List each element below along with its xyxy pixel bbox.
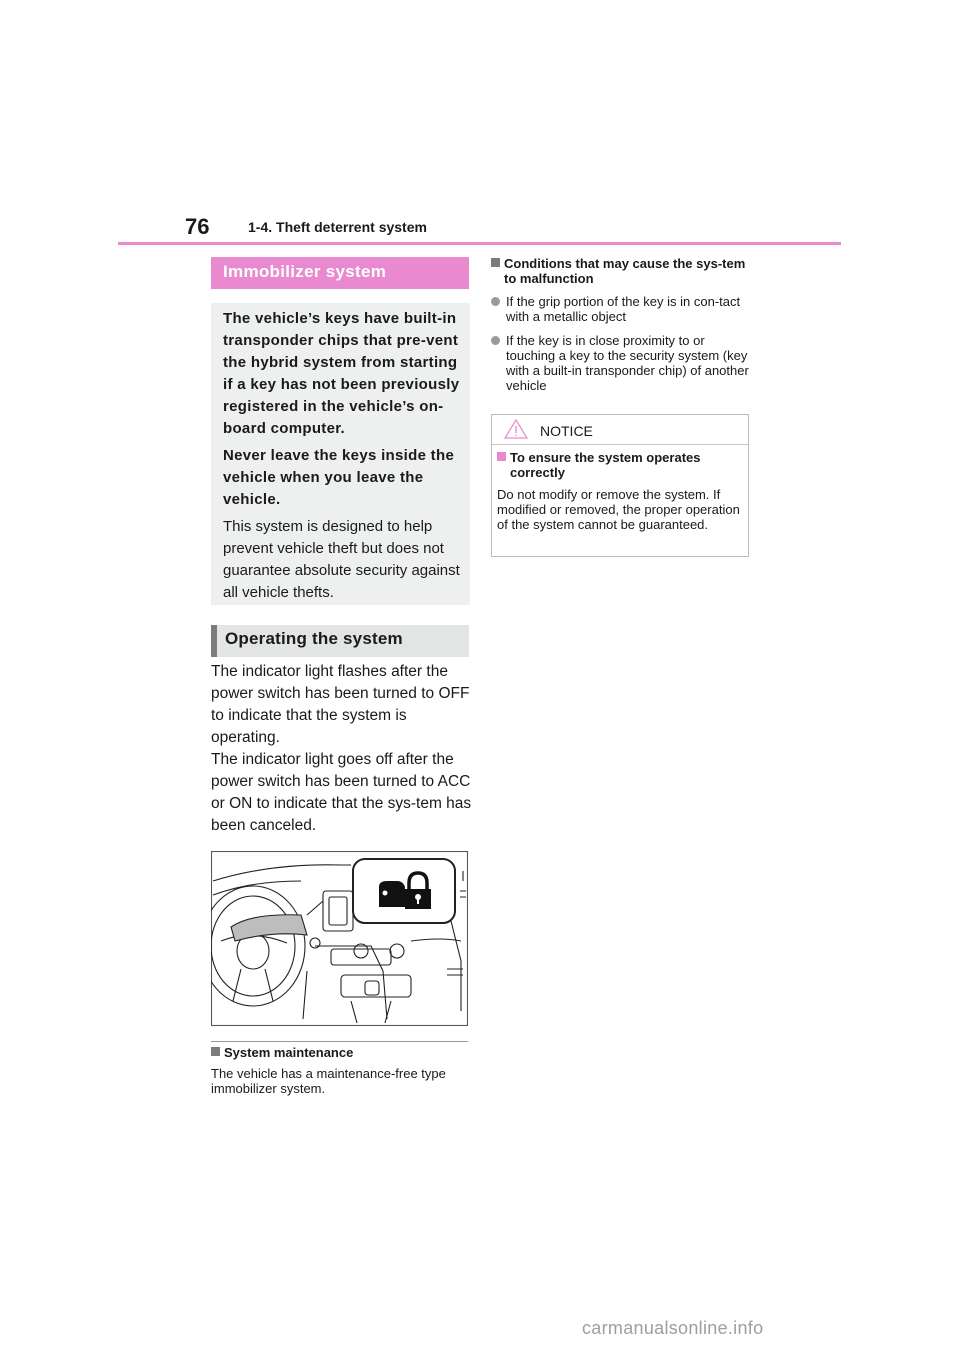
immobilizer-intro: The vehicle’s keys have built-in transponder chips that pre-vent the hybrid system from starting if a key has not been previously registered in the vehicle’s on-board computer. bbox=[223, 310, 460, 437]
condition-item-text: If the key is in close proximity to or touching a key to the security system (key with a built-in transponder chip) of another vehicle bbox=[506, 333, 749, 393]
maintenance-rule bbox=[211, 1041, 468, 1042]
notice-text: Do not modify or remove the system. If modified or removed, the proper operation of the system cannot be guaranteed. bbox=[497, 487, 740, 532]
bullet-dot-icon bbox=[491, 336, 500, 345]
dashboard-illustration bbox=[211, 851, 468, 1026]
page-number: 76 bbox=[185, 214, 210, 239]
operating-section-title: Operating the system bbox=[211, 625, 469, 657]
header-rule bbox=[118, 242, 841, 245]
immobilizer-warning: Never leave the keys inside the vehicle when you leave the vehicle. bbox=[223, 447, 455, 508]
notice-subtitle-text: To ensure the system operates correctly bbox=[510, 450, 701, 480]
condition-item bbox=[491, 333, 753, 393]
maintenance-title-text: System maintenance bbox=[224, 1045, 354, 1060]
bullet-dot-icon bbox=[491, 297, 500, 306]
square-bullet-icon bbox=[491, 258, 500, 267]
condition-item bbox=[491, 294, 753, 324]
conditions-title bbox=[491, 256, 753, 286]
immobilizer-note: This system is designed to help prevent vehicle theft but does not guarantee absolute security against all vehicle thefts. bbox=[223, 518, 460, 601]
notice-header bbox=[492, 415, 748, 445]
operating-body bbox=[211, 661, 473, 837]
operating-paragraph-2: The indicator light goes off after the power switch has been turned to ACC or ON to indicate that the sys-tem has been canceled. bbox=[211, 751, 472, 834]
warning-triangle-icon bbox=[503, 418, 529, 445]
immobilizer-section-title: Immobilizer system bbox=[211, 257, 469, 289]
square-bullet-icon bbox=[497, 452, 506, 461]
conditions-title-text: Conditions that may cause the sys-tem to malfunction bbox=[504, 256, 746, 286]
maintenance-text: The vehicle has a maintenance-free type immobilizer system. bbox=[211, 1066, 446, 1096]
square-bullet-icon bbox=[211, 1047, 220, 1056]
maintenance-title bbox=[211, 1045, 353, 1060]
notice-label: NOTICE bbox=[540, 423, 593, 439]
operating-paragraph-1: The indicator light flashes after the power switch has been turned to OFF to indicate that the system is operating. bbox=[211, 663, 470, 746]
watermark: carmanualsonline.info bbox=[582, 1318, 764, 1338]
condition-item-text: If the grip portion of the key is in con-tact with a metallic object bbox=[506, 294, 741, 324]
notice-subtitle bbox=[497, 450, 745, 480]
immobilizer-summary-box bbox=[211, 303, 470, 605]
chapter-title: 1-4. Theft deterrent system bbox=[248, 219, 427, 235]
